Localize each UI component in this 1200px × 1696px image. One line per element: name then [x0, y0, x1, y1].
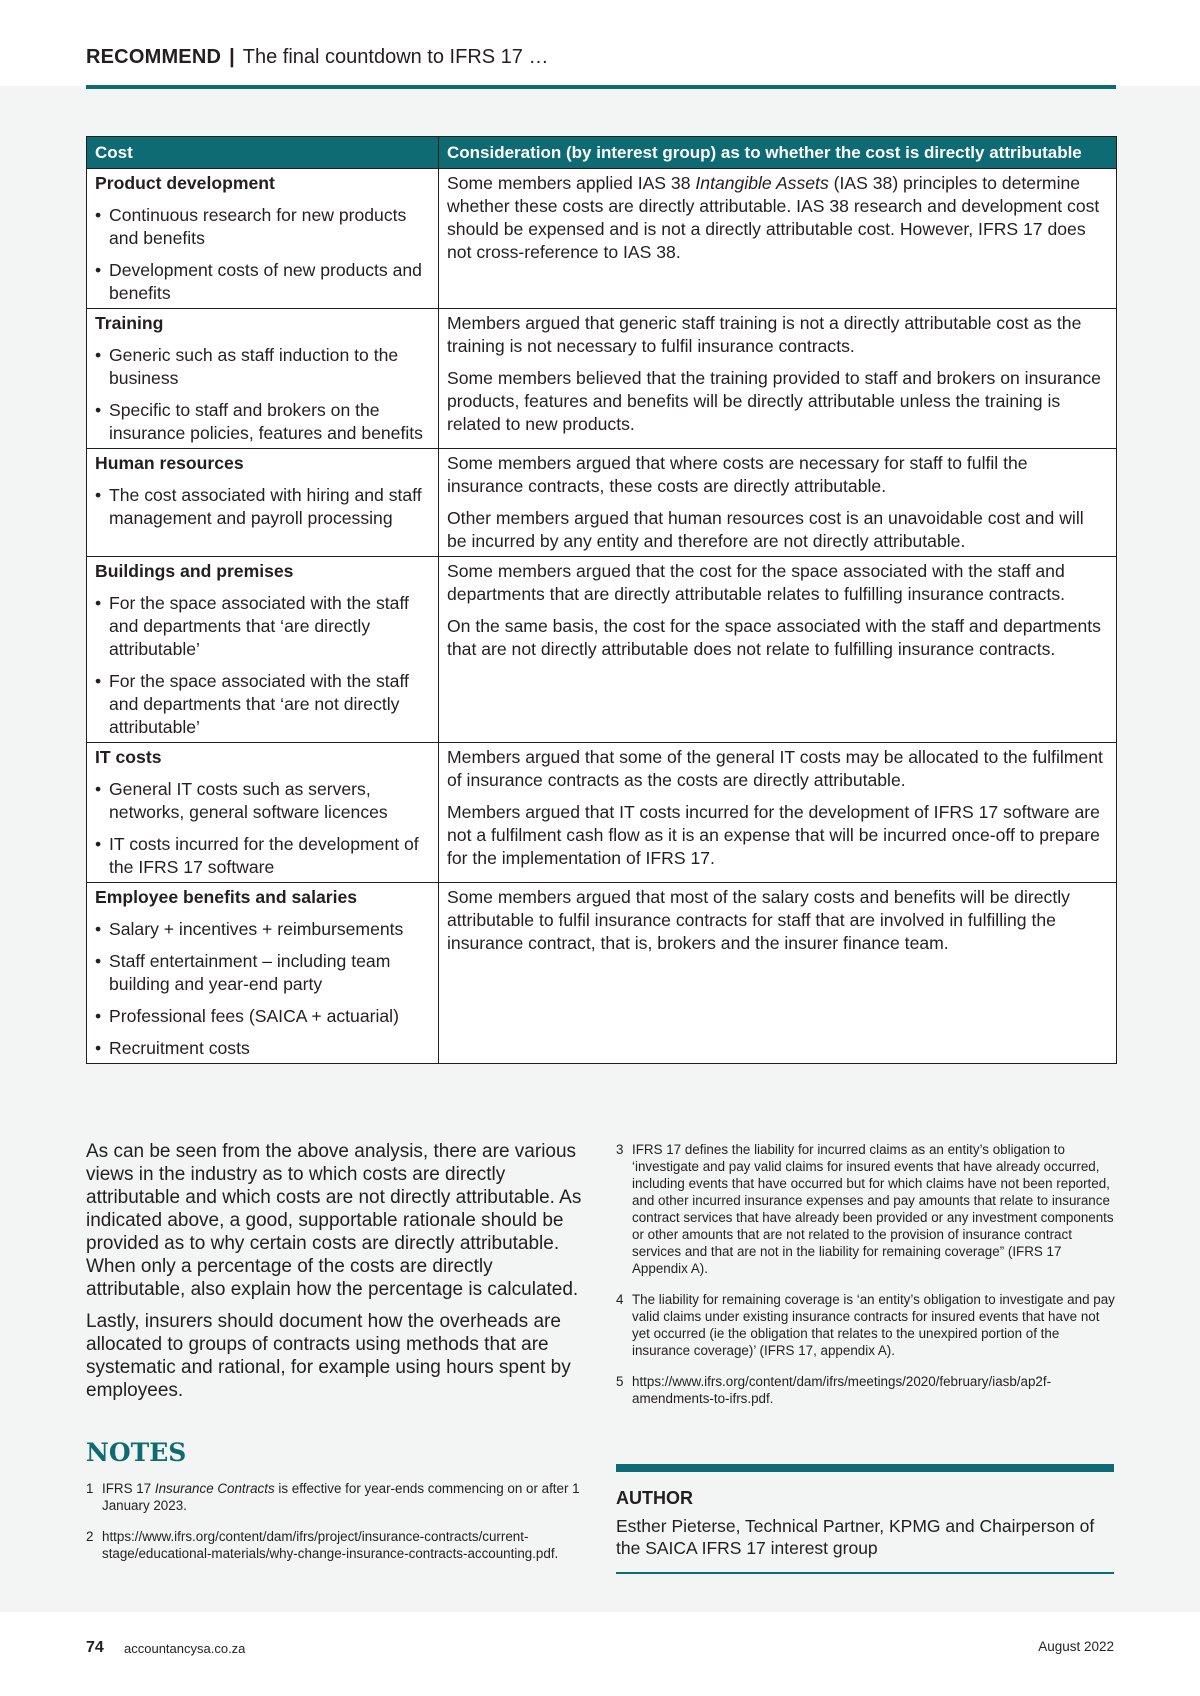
cost-table — [86, 136, 1117, 1064]
author-bottom-rule — [616, 1572, 1114, 1574]
cost-title: Buildings and premises — [95, 561, 294, 581]
consideration-text: Other members argued that human resources cost is an unavoidable cost and will be incurred by any entity and therefore are not directly attributable. — [447, 508, 1084, 551]
author-rule — [616, 1464, 1114, 1472]
footnote-number: 4 — [616, 1292, 624, 1307]
body-text — [86, 1140, 586, 1411]
cost-title: Human resources — [95, 453, 244, 473]
consideration-text: Some members argued that the cost for the space associated with the staff and departments that are directly attributable relates to fulfilling insurance contracts. — [447, 561, 1066, 604]
consideration-text-part: (IAS 38) principles to determine whether these costs are directly attributable. IAS 38 research and development cost should be expensed and is not a directly attributable cost. However, IFRS 17 does not cross-reference to IAS 38. — [447, 173, 1100, 262]
footnote-number: 5 — [616, 1374, 624, 1389]
cost-item: • Professional fees (SAICA + actuarial) — [95, 1005, 430, 1028]
table-row — [87, 743, 1117, 883]
footnote — [86, 1528, 588, 1562]
cost-list — [95, 204, 430, 305]
footnote-number: 2 — [86, 1529, 94, 1544]
consideration-cell — [439, 883, 1117, 1064]
consideration-cell — [439, 309, 1117, 449]
cost-list — [95, 592, 430, 739]
cost-item: • For the space associated with the staff and departments that ‘are directly attributable’ — [95, 592, 430, 661]
table-row — [87, 309, 1117, 449]
author-text: Esther Pieterse, Technical Partner, KPMG and Chairperson of the SAICA IFRS 17 interest group — [616, 1516, 1095, 1558]
cost-title: Training — [95, 313, 164, 333]
issue-date: August 2022 — [1038, 1639, 1114, 1654]
footnote-text: IFRS 17 — [102, 1481, 155, 1496]
cost-item: • Staff entertainment – including team building and year-end party — [95, 950, 430, 996]
consideration-text: Some members believed that the training provided to staff and brokers on insurance products, features and benefits will be directly attributable unless the training is related to new products. — [447, 368, 1101, 434]
page-number: 74 — [86, 1639, 104, 1656]
consideration-text: Some members argued that where costs are necessary for staff to fulfil the insurance contracts, these costs are directly attributable. — [447, 453, 1028, 496]
body-paragraph: Lastly, insurers should document how the overheads are allocated to groups of contracts using methods that are systematic and rational, for example using hours spent by employees. — [86, 1311, 571, 1401]
consideration-cell — [439, 449, 1117, 557]
header-cost: Cost — [87, 137, 439, 169]
footnote-link[interactable]: https://www.ifrs.org/content/dam/ifrs/meetings/2020/february/iasb/ap2f-amendments-to-ifrs.pdf. — [632, 1374, 1052, 1406]
consideration-text — [447, 172, 1108, 264]
cost-item: • General IT costs such as servers, networks, general software licences — [95, 778, 430, 824]
cost-cell — [87, 557, 439, 743]
cost-item: • Recruitment costs — [95, 1037, 430, 1060]
consideration-text-part: Some members applied IAS 38 — [447, 173, 696, 193]
cost-cell — [87, 169, 439, 309]
site-url[interactable]: accountancysa.co.za — [124, 1641, 246, 1656]
footnote-text: The liability for remaining coverage is ‘an entity’s obligation to investigate and pay valid claims under existing insurance contracts for insured events that have not yet occurred (ie the obligation that relates to the unexpired portion of the insurance coverage)’ (IFRS 17, appendix A). — [632, 1292, 1115, 1358]
table-row — [87, 883, 1117, 1064]
cost-item: • Continuous research for new products and benefits — [95, 204, 430, 250]
footnote — [616, 1141, 1116, 1277]
cost-list — [95, 918, 430, 1060]
table-row — [87, 169, 1117, 309]
cost-list — [95, 778, 430, 879]
cost-item: • The cost associated with hiring and staff management and payroll processing — [95, 484, 430, 530]
notes-list-left — [86, 1480, 588, 1576]
footnote-number: 1 — [86, 1481, 94, 1496]
cost-cell — [87, 309, 439, 449]
consideration-text: Members argued that generic staff training is not a directly attributable cost as the training is not necessary to fulfil insurance contracts. — [447, 313, 1082, 356]
notes-title: NOTES — [86, 1438, 187, 1467]
standard-title: Intangible Assets — [695, 173, 829, 193]
table-header-row — [87, 137, 1117, 169]
cost-title: IT costs — [95, 747, 162, 767]
footnote — [86, 1480, 588, 1514]
cost-cell — [87, 743, 439, 883]
article-title: The final countdown to IFRS 17 … — [242, 46, 549, 68]
cost-item: • For the space associated with the staff and departments that ‘are not directly attributable’ — [95, 670, 430, 739]
consideration-cell — [439, 557, 1117, 743]
consideration-cell — [439, 169, 1117, 309]
consideration-text: Members argued that some of the general IT costs may be allocated to the fulfilment of insurance contracts as the costs are directly attributable. — [447, 747, 1103, 790]
cost-item: • Specific to staff and brokers on the insurance policies, features and benefits — [95, 399, 430, 445]
section-label: RECOMMEND — [86, 46, 222, 68]
header-separator: | — [229, 46, 235, 68]
consideration-cell — [439, 743, 1117, 883]
footnote — [616, 1291, 1116, 1359]
standard-title: Insurance Contracts — [154, 1481, 275, 1496]
header-consideration: Consideration (by interest group) as to whether the cost is directly attributable — [439, 137, 1117, 169]
header-rule — [86, 85, 1116, 89]
notes-list-right — [616, 1141, 1116, 1421]
body-paragraph: As can be seen from the above analysis, there are various views in the industry as to which costs are directly attributable and which costs are not directly attributable. As indicated above, a good, supportable rationale should be provided as to why certain costs are directly attributable. When only a percentage of the costs are directly attributable, also explain how the percentage is calculated. — [86, 1141, 582, 1300]
header-band — [0, 0, 1200, 86]
cost-cell — [87, 449, 439, 557]
cost-list — [95, 344, 430, 445]
consideration-text: Members argued that IT costs incurred for the development of IFRS 17 software are not a fulfilment cash flow as it is an expense that will be incurred once-off to prepare for the implementation of IFRS 17. — [447, 802, 1100, 868]
footnote — [616, 1373, 1116, 1407]
consideration-text: On the same basis, the cost for the space associated with the staff and departments that are not directly attributable does not relate to fulfilling insurance contracts. — [447, 616, 1101, 659]
cost-title: Product development — [95, 173, 275, 193]
cost-item: • Development costs of new products and benefits — [95, 259, 430, 305]
footnote-text: IFRS 17 defines the liability for incurred claims as an entity’s obligation to ‘investigate and pay valid claims for insured events that have already occurred, including events that have occurred but for which claims have not been reported, and other incurred insurance expenses and pay amounts that relate to insurance contract services that have already been provided or any investment components or other amounts that are not related to the provision of insurance contract services and that are not in the liability for remaining coverage” (IFRS 17 Appendix A). — [632, 1142, 1114, 1276]
author-label: AUTHOR — [616, 1488, 693, 1508]
cost-item: • IT costs incurred for the development of the IFRS 17 software — [95, 833, 430, 879]
consideration-text: Some members argued that most of the salary costs and benefits will be directly attributable to fulfil insurance contracts for staff that are involved in fulfilling the insurance contract, that is, brokers and the insurer finance team. — [447, 887, 1070, 953]
footnote-link[interactable]: https://www.ifrs.org/content/dam/ifrs/project/insurance-contracts/current-stage/educational-materials/why-change-insurance-contracts-accounting.pdf. — [102, 1529, 559, 1561]
cost-cell — [87, 883, 439, 1064]
table-row — [87, 557, 1117, 743]
cost-list — [95, 484, 430, 530]
cost-item: • Salary + incentives + reimbursements — [95, 918, 430, 941]
footnote-text: is effective for year-ends commencing on or after 1 January 2023. — [102, 1481, 580, 1513]
cost-item: • Generic such as staff induction to the business — [95, 344, 430, 390]
cost-title: Employee benefits and salaries — [95, 887, 358, 907]
footnote-number: 3 — [616, 1142, 624, 1157]
table-row — [87, 449, 1117, 557]
running-head — [86, 46, 548, 69]
